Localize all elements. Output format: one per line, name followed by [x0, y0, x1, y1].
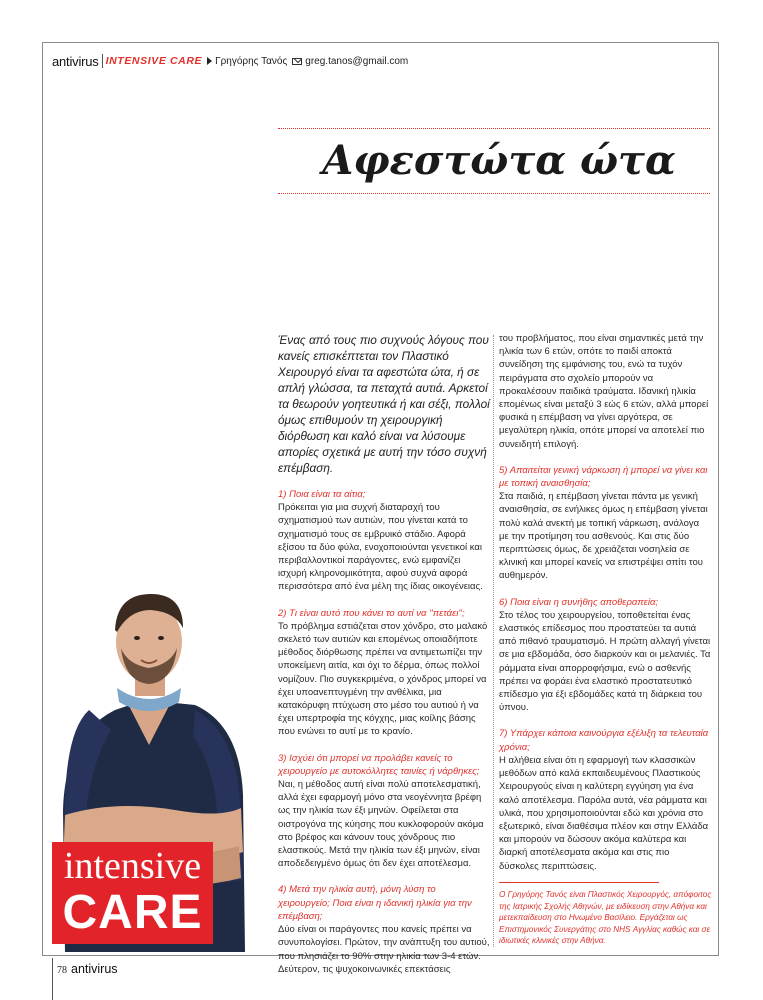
question-4: 4) Μετά την ηλικία αυτή, μόνη λύση το χειρουργείο; Ποια είναι η ιδανική ηλικία για την επέμβαση; — [278, 884, 472, 922]
envelope-icon — [292, 58, 302, 65]
answer-4-part-1: Δύο είναι οι παράγοντες που κανείς πρέπει να συνυπολογίσει. Πρώτον, την ανάπτυξη του αυτιού, που πλησιάζει το 90% στην ηλικία των 3-4 ετών. Δεύτερον, τις ψυχοκοινωνικές επεκτάσεις — [278, 924, 490, 975]
question-1: 1) Ποια είναι τα αίτια; — [278, 489, 366, 500]
text-column-right — [499, 332, 711, 886]
question-3: 3) Ισχύει ότι μπορεί να προλάβει κανείς το χειρουργείο με αυτοκόλλητες ταινίες ή νάρθηκες; — [278, 752, 480, 777]
page-number: 78 — [57, 965, 67, 976]
question-2: 2) Τι είναι αυτό που κάνει το αυτί να ''πετάει''; — [278, 607, 465, 619]
answer-3: Ναι, η μέθοδος αυτή είναι πολύ αποτελεσματική, αλλά έχει εφαρμογή μόνο στα νεογέννητα βρέφη ως την ηλικία των έξι μηνών. Οφείλεται στα οιστρογόνα της κύησης που κυκλοφορούν ακόμα στο βρέφος και κάνουν τους χόνδρους πιο ελαστικούς. Μετά την ηλικία των έξι μηνών, είναι αποδεδειγμένο όμως ότι δεν έχει αποτέλεσμα. — [278, 779, 484, 870]
question-5: 5) Απαιτείται γενική νάρκωση ή μπορεί να γίνει και με τοπική αναισθησία; — [499, 464, 708, 490]
text-column-left — [278, 332, 490, 989]
answer-6: Στο τέλος του χειρουργείου, τοποθετείται ένας ελαστικός επίδεσμος που προστατεύει τα αυτιά από πιθανό τραυματισμό. Η πρώτη αλλαγή γίνεται σε μια εβδομάδα, όσο διαρκούν και οι μελανιές. Τα ράμματα είναι απορροφήσιμα, ενώ ο ασθενής πρέπει να φοράει ένα ελαστικό προστατευτικό επίδεσμο για έξι εβδομάδες κατά τη διάρκεια του ύπνου. — [499, 609, 711, 714]
answer-1: Πρόκειται για μια συχνή διαταραχή του σχηματισμού των αυτιών, που γίνεται κατά το σχηματισμό τους σε εμβρυικό στάδιο. Αφορά εξίσου τα δύο φύλα, ενοχοποιούνται γενετικοί και περιβαλλοντικοί παράγοντες, ενώ εμφανίζει ισχυρή κληρονομικότητα, αφού συχνά αφορά περισσότερα από ένα μέλη της ίδιας οικογένειας. — [278, 502, 483, 593]
question-6: 6) Ποια είναι η συνήθης αποθεραπεία; — [499, 596, 659, 608]
article-intro: Ένας από τους πιο συχνούς λόγους που κανείς επισκέπτεται τον Πλαστικό Χειρουργό είναι τα αφεστώτα ώτα, ή σε απλή γλώσσα, τα πεταχτά αυτιά. Αρκετοί τα θεωρούν γοητευτικά ή και σέξι, πολλοί όμως επιθυμούν τη χειρουργική διόρθωση και καλό είναι να λύσουμε απορίες σχετικά με αυτή την τόσο συχνή επέμβαση. — [278, 333, 490, 475]
answer-5: Στα παιδιά, η επέμβαση γίνεται πάντα με γενική αναισθησία, σε ενήλικες όμως η επέμβαση γίνεται πολύ καλά ανεκτή με τοπική νάρκωση, ανάλογα με την προτίμηση του ασθενούς. Και στις δύο περιπτώσεις όμως, δε χρειάζεται νοσηλεία σε κλινική και μπορεί κανείς να επιστρέψει σπίτι του αυθημερόν. — [499, 491, 708, 582]
intensive-care-badge — [52, 842, 213, 944]
badge-top-text: intensive — [63, 845, 202, 887]
header-divider — [102, 54, 103, 68]
footer-rule — [52, 958, 53, 1000]
article-title: Αφεστώτα ώτα — [322, 137, 676, 184]
header — [52, 53, 408, 69]
title-rule-bottom — [278, 193, 710, 194]
column-divider — [493, 335, 494, 947]
author-email[interactable]: greg.tanos@gmail.com — [305, 55, 409, 67]
bio-rule — [499, 882, 659, 883]
author-bio: Ο Γρηγόρης Τανός είναι Πλαστικός Χειρουργός, απόφοιτος της Ιατρικής Σχολής Αθηνών, με ειδίκευση στην Αθήνα και μετεκπαίδευση στο Ηνωμένο Βασίλειο. Εργάζεται ως Επιστημονικός Συνεργάτης στο NHS Αγγλίας καθώς και σε ιδιωτικές κλινικές στην Αθήνα. — [499, 890, 712, 946]
magazine-brand: antivirus — [52, 53, 99, 69]
answer-2: Το πρόβλημα εστιάζεται στον χόνδρο, στο μαλακό σκελετό των αυτιών και επομένως οποιαδήποτε μέθοδος διόρθωσης πρέπει να αντιμετωπίζει την υποκείμενη αιτία, και όχι το δέρμα, όπως πολλοί νομίζουν. Πιο συγκεκριμένα, ο χόνδρος μπορεί να έχει υποανεπτυγμένη την ανθέλικα, μια κατακόρυφη πτύχωση στο μέσο του αυτιού ή να έχει υπερτροφία της κόγχης, μιας κοίλης βάσης που ενώνει το αυτί με το κρανίο. — [278, 620, 488, 738]
answer-4-part-2: του προβλήματος, που είναι σημαντικές μετά την ηλικία των 6 ετών, οπότε το παιδί αποκτά συνείδηση της εμφάνισης του, ενώ τα τυχόν πειράγματα στο σχολείο μπορούν να προκαλέσουν παιδικά τραύματα. Ιδανική ηλικία επομένως είναι μεταξύ 3 εώς 6 ετών, αλλά μπορεί φυσικά η επέμβαση να γίνει αργότερα, σε μεγαλύτερη ηλικία, οπότε μπορεί να αποτελεί πιο συνειδητή επιλογή. — [499, 333, 709, 450]
section-name: INTENSIVE CARE — [105, 55, 203, 67]
footer-brand: antivirus — [71, 962, 118, 976]
author-name: Γρηγόρης Τανός — [215, 55, 288, 67]
badge-bottom-text: CARE — [62, 886, 203, 939]
answer-7: Η αλήθεια είναι ότι η εφαρμογή των κλασσικών μεθόδων από καλά εκπαιδευμένους Πλαστικούς Χειρουργούς είναι η καλύτερη εγγύηση για ένα καλό αποτέλεσμα. Παρόλα αυτά, νέα ράμματα και υλικά, που χρησιμοποιούνται εδώ και χρόνια στο εξωτερικό, είναι διαθέσιμα πλέον και στην Ελλάδα και μπορούν να δώσουν ακόμα καλύτερα και διαρκή αποτέλεσματα ακόμα και στις πιο δύσκολες περιπτώσεις. — [499, 754, 709, 872]
triangle-arrow-icon — [207, 57, 212, 65]
question-7: 7) Υπάρχει κάποια καινούργια εξέλιξη τα τελευταία χρόνια; — [499, 728, 709, 753]
title-rule-top — [278, 128, 710, 129]
